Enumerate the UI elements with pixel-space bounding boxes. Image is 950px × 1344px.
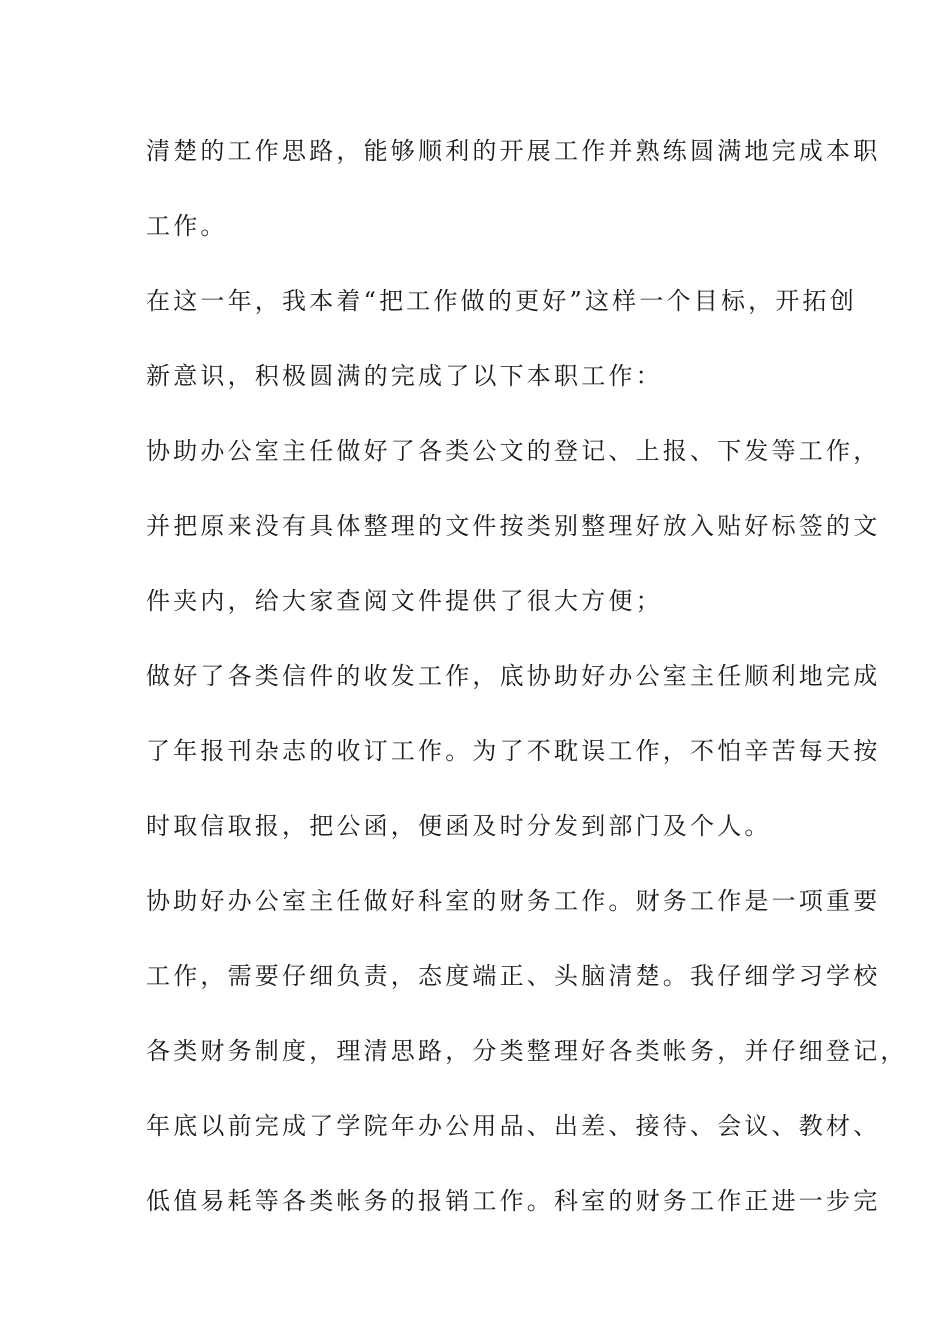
text-line: 工作，需要仔细负责，态度端正、头脑清楚。我仔细学习学校 bbox=[146, 962, 881, 990]
text-line: 并把原来没有具体整理的文件按类别整理好放入贴好标签的文 bbox=[146, 512, 881, 540]
text-line: 协助好办公室主任做好科室的财务工作。财务工作是一项重要 bbox=[146, 887, 881, 915]
text-line: 年底以前完成了学院年办公用品、出差、接待、会议、教材、 bbox=[146, 1112, 881, 1140]
text-line: 了年报刊杂志的收订工作。为了不耽误工作，不怕辛苦每天按 bbox=[146, 737, 881, 765]
text-line: 新意识，积极圆满的完成了以下本职工作： bbox=[146, 362, 663, 390]
text-line: 件夹内，给大家查阅文件提供了很大方便； bbox=[146, 587, 663, 615]
text-line: 清楚的工作思路，能够顺利的开展工作并熟练圆满地完成本职 bbox=[146, 137, 881, 165]
text-line: 各类财务制度，理清思路，分类整理好各类帐务，并仔细登记， bbox=[146, 1037, 908, 1065]
text-line: 工作。 bbox=[146, 212, 228, 240]
text-line: 做好了各类信件的收发工作，底协助好办公室主任顺利地完成 bbox=[146, 662, 881, 690]
text-line: 在这一年，我本着“把工作做的更好”这样一个目标，开拓创 bbox=[146, 287, 857, 315]
text-line: 时取信取报，把公函，便函及时分发到部门及个人。 bbox=[146, 812, 772, 840]
text-line: 协助办公室主任做好了各类公文的登记、上报、下发等工作， bbox=[146, 437, 881, 465]
text-line: 低值易耗等各类帐务的报销工作。科室的财务工作正进一步完 bbox=[146, 1187, 881, 1215]
